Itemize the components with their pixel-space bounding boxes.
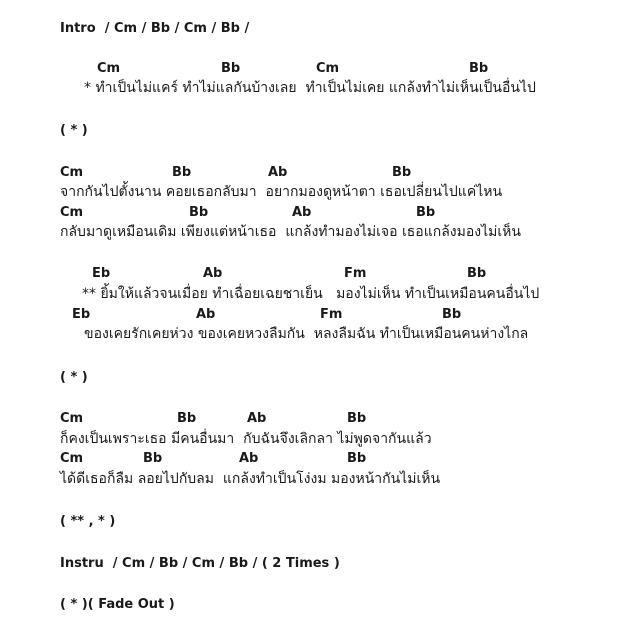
lyric-line: จากกันไปตั้งนาน คอยเธอกลับมา อยากมองดูหน้าตา เธอเปลี่ยนไปแค่ไหน [60,184,503,200]
chord: Eb [92,266,111,281]
chord: Bb [172,165,192,180]
repeat-marker: ( * ) [60,123,88,138]
chord: Bb [467,266,487,281]
chord: Bb [347,411,367,426]
lyric-line: * ทำเป็นไม่แคร์ ทำไม่แลกันบ้างเลย ทำเป็นไม่เคย แกล้งทำไม่เห็นเป็นอื่นไป [84,80,536,96]
chord: Ab [196,307,216,322]
chord: Bb [143,451,163,466]
chord: Ab [203,266,223,281]
chord: Cm [97,61,121,76]
chord: Bb [469,61,489,76]
chord: Bb [392,165,412,180]
chord: Bb [347,451,367,466]
chord: Cm [60,205,84,220]
chord: Fm [320,307,343,322]
instrumental-line: Instru / Cm / Bb / Cm / Bb / ( 2 Times ) [60,556,340,571]
chord: Cm [60,411,84,426]
chord: Bb [189,205,209,220]
repeat-marker: ( ** , * ) [60,514,116,529]
chord: Ab [247,411,267,426]
lyric-line: ของเคยรักเคยห่วง ของเคยหวงลืมกัน หลงลืมฉัน ทำเป็นเหมือนคนห่างไกล [84,326,529,342]
lyric-line: ได้ดีเธอก็ลืม ลอยไปกับลม แกล้งทำเป็นโง่งม มองหน้ากันไม่เห็น [60,471,441,487]
lyric-line: ก็คงเป็นเพราะเธอ มีคนอื่นมา กับฉันจึงเลิกลา ไม่พูดจากันแล้ว [60,431,432,447]
chord: Cm [316,61,340,76]
lyric-line: กลับมาดูเหมือนเดิม เพียงแต่หน้าเธอ แกล้งทำมองไม่เจอ เธอแกล้งมองไม่เห็น [60,224,521,240]
chord: Fm [344,266,367,281]
chord: Cm [60,165,84,180]
chord: Eb [72,307,91,322]
chord: Ab [292,205,312,220]
chord: Bb [442,307,462,322]
chord: Cm [60,451,84,466]
chord: Ab [268,165,288,180]
intro-line: Intro / Cm / Bb / Cm / Bb / [60,21,250,36]
repeat-marker: ( * ) [60,370,88,385]
chord: Bb [177,411,197,426]
chord: Bb [221,61,241,76]
chord: Ab [239,451,259,466]
outro-line: ( * )( Fade Out ) [60,597,175,612]
lyric-line: ** ยิ้มให้แล้วจนเมื่อย ทำเฉื่อยเฉยชาเย็น มองไม่เห็น ทำเป็นเหมือนคนอื่นไป [82,286,540,302]
chord: Bb [416,205,436,220]
